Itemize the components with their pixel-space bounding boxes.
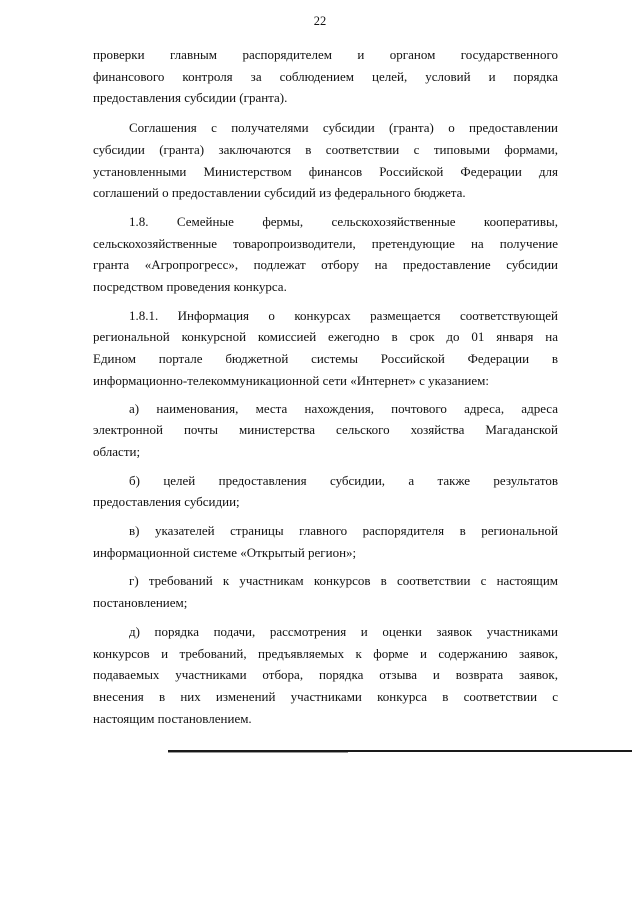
text-line: установленными Министерством финансов Российской Федерации для xyxy=(93,163,558,179)
text-line: области; xyxy=(93,443,141,459)
text-line: региональной конкурсной комиссией ежегодно в срок до 01 января на xyxy=(93,329,558,345)
paragraph xyxy=(93,44,558,109)
paragraph xyxy=(93,305,558,392)
text-line: Соглашения с получателями субсидии (гранта) о предоставлении xyxy=(129,120,558,136)
paragraph xyxy=(93,117,558,204)
text-line: субсидии (гранта) заключаются в соответствии с типовыми формами, xyxy=(93,141,558,157)
text-line: электронной почты министерства сельского хозяйства Магаданской xyxy=(93,422,558,438)
paragraph xyxy=(93,211,558,298)
paragraph xyxy=(93,470,558,513)
text-line: д) порядка подачи, рассмотрения и оценки заявок участниками xyxy=(129,623,558,639)
text-line: посредством проведения конкурса. xyxy=(93,279,287,295)
text-line: предоставления субсидии (гранта). xyxy=(93,90,288,106)
text-line: 1.8.1. Информация о конкурсах размещается соответствующей xyxy=(129,307,558,323)
text-line: информационной системе «Открытый регион»; xyxy=(93,544,357,560)
text-line: Едином портале бюджетной системы Российской Федерации в xyxy=(93,351,558,367)
text-line: 1.8. Семейные фермы, сельскохозяйственные кооперативы, xyxy=(129,213,558,229)
text-line: проверки главным распорядителем и органом государственного xyxy=(93,47,558,62)
text-line: а) наименования, места нахождения, почтового адреса, адреса xyxy=(129,400,558,416)
text-line: конкурсов и требований, предъявляемых к форме и содержанию заявок, xyxy=(93,645,558,661)
text-line: предоставления субсидии; xyxy=(93,494,240,510)
text-line: информационно-телекоммуникационной сети «Интернет» с указанием: xyxy=(93,372,489,388)
text-line: настоящим постановлением. xyxy=(93,710,252,726)
paragraph xyxy=(93,398,558,463)
text-line: финансового контроля за соблюдением целей, условий и порядка xyxy=(93,68,558,84)
page-number: 22 xyxy=(313,14,327,28)
text-line: внесения в них изменений участниками конкурса в соответствии с xyxy=(93,688,558,704)
text-line: б) целей предоставления субсидии, а также результатов xyxy=(129,472,558,488)
text-line: в) указателей страницы главного распорядителя в региональной xyxy=(129,523,558,539)
text-line: гранта «Агропрогресс», подлежат отбору на предоставление субсидии xyxy=(93,257,558,273)
paragraph xyxy=(93,570,558,613)
bottom-rule-shadow xyxy=(168,752,348,753)
text-line: соглашений о предоставлении субсидий из федерального бюджета. xyxy=(93,185,466,201)
text-line: подаваемых участниками отбора, порядка отзыва и возврата заявок, xyxy=(93,667,558,683)
text-line: сельскохозяйственные товаропроизводители, претендующие на получение xyxy=(93,235,558,251)
paragraph xyxy=(93,520,558,563)
document-body xyxy=(93,44,558,729)
text-line: г) требований к участникам конкурсов в соответствии с настоящим xyxy=(129,573,558,589)
paragraph xyxy=(93,621,558,730)
text-line: постановлением; xyxy=(93,595,188,611)
